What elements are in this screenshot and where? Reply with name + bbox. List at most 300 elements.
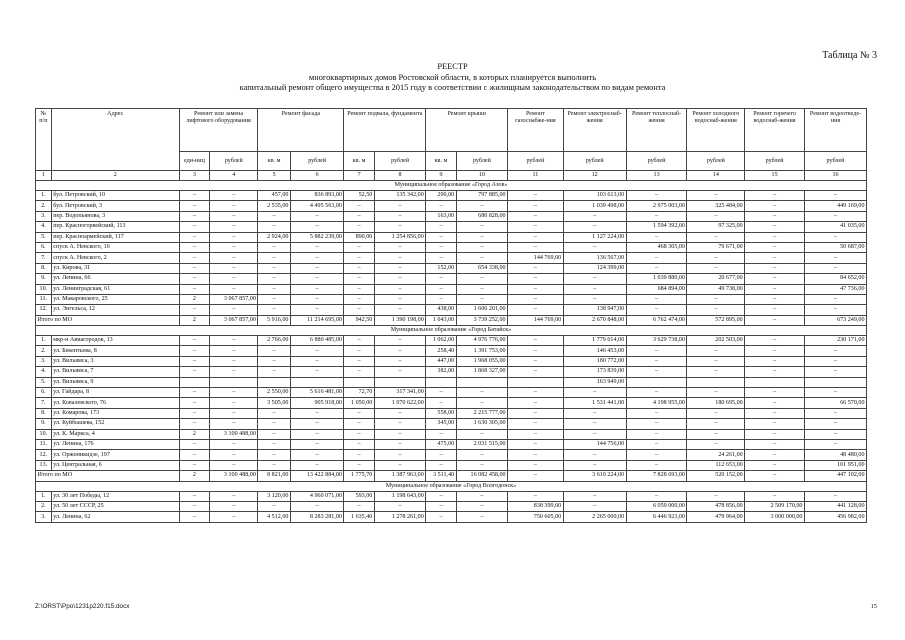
value-cell: –: [745, 419, 805, 429]
value-cell: –: [745, 211, 805, 221]
row-number: 5.: [36, 232, 52, 242]
total-value: 3 067 857,00: [210, 315, 258, 325]
value-cell: –: [210, 419, 258, 429]
value-cell: –: [290, 242, 344, 252]
value-cell: –: [426, 450, 456, 460]
value-cell: –: [687, 429, 745, 439]
value-cell: 475,00: [426, 439, 456, 449]
value-cell: –: [745, 356, 805, 366]
row-number: 8.: [36, 263, 52, 273]
value-cell: –: [344, 429, 374, 439]
title-line: капитальный ремонт общего имущества в 2015 году в соответствии с жилищным законодательством по видам ремонта: [239, 83, 666, 93]
value-cell: –: [626, 491, 687, 501]
row-number: 3.: [36, 512, 52, 522]
value-cell: –: [687, 232, 745, 242]
value-cell: 258,40: [426, 346, 456, 356]
header-elevator: Ремонт или замена лифтового оборудования: [179, 109, 258, 152]
value-cell: 50 687,00: [804, 242, 866, 252]
column-number: 4: [210, 171, 258, 181]
value-cell: 684 894,00: [626, 284, 687, 294]
row-number: 10.: [36, 429, 52, 439]
value-cell: 6 880 485,00: [290, 336, 344, 346]
row-number: 6.: [36, 242, 52, 252]
address-cell: ул. Центральная, 6: [51, 460, 179, 470]
value-cell: –: [687, 419, 745, 429]
value-cell: –: [456, 460, 507, 470]
value-cell: –: [210, 398, 258, 408]
value-cell: –: [290, 356, 344, 366]
value-cell: –: [374, 242, 425, 252]
value-cell: –: [687, 263, 745, 273]
table-row: [36, 356, 867, 366]
header-hotwater: Ремонт горячего водоснаб-жения: [745, 109, 805, 152]
value-cell: –: [179, 367, 209, 377]
value-cell: –: [210, 274, 258, 284]
value-cell: –: [290, 274, 344, 284]
value-cell: 449 169,00: [804, 201, 866, 211]
value-cell: –: [563, 501, 626, 511]
unit-header: рублей: [374, 152, 425, 171]
value-cell: –: [456, 242, 507, 252]
value-cell: 6 059 000,00: [626, 501, 687, 511]
value-cell: 180 772,00: [563, 356, 626, 366]
value-cell: –: [374, 305, 425, 315]
value-cell: 325 484,00: [687, 201, 745, 211]
value-cell: –: [456, 201, 507, 211]
value-cell: –: [258, 294, 291, 304]
total-row: [36, 315, 867, 325]
row-number: 9.: [36, 274, 52, 284]
value-cell: –: [508, 336, 564, 346]
section-header-row: [36, 481, 867, 491]
value-cell: 382,00: [426, 367, 456, 377]
value-cell: 2 031 515,00: [456, 439, 507, 449]
value-cell: –: [179, 336, 209, 346]
value-cell: –: [804, 253, 866, 263]
value-cell: –: [745, 284, 805, 294]
value-cell: –: [179, 419, 209, 429]
value-cell: –: [745, 429, 805, 439]
value-cell: –: [374, 294, 425, 304]
row-number: 4.: [36, 367, 52, 377]
value-cell: –: [344, 356, 374, 366]
value-cell: 1 391 753,00: [456, 346, 507, 356]
value-cell: 345,00: [426, 419, 456, 429]
value-cell: –: [456, 232, 507, 242]
table-row: [36, 305, 867, 315]
address-cell: бул. Петровский, 10: [51, 191, 179, 201]
value-cell: –: [258, 460, 291, 470]
value-cell: –: [426, 460, 456, 470]
value-cell: –: [210, 491, 258, 501]
value-cell: –: [210, 512, 258, 522]
total-value: 3 100 488,00: [210, 471, 258, 481]
header-gas: Ремонт газоснабже-ния: [508, 109, 564, 152]
column-number: 5: [258, 171, 291, 181]
table-row: [36, 253, 867, 263]
value-cell: 24 261,00: [687, 450, 745, 460]
value-cell: –: [344, 222, 374, 232]
value-cell: 1 039 880,00: [626, 274, 687, 284]
section-header-row: [36, 181, 867, 191]
value-cell: –: [210, 346, 258, 356]
value-cell: [626, 377, 687, 387]
value-cell: –: [179, 253, 209, 263]
value-cell: 173 839,00: [563, 367, 626, 377]
value-cell: –: [210, 191, 258, 201]
row-number: 8.: [36, 408, 52, 418]
value-cell: –: [344, 211, 374, 221]
table-row: [36, 388, 867, 398]
value-cell: 1 278 261,00: [374, 512, 425, 522]
value-cell: –: [804, 367, 866, 377]
value-cell: –: [179, 356, 209, 366]
value-cell: –: [258, 211, 291, 221]
value-cell: –: [626, 429, 687, 439]
value-cell: –: [456, 512, 507, 522]
value-cell: –: [687, 346, 745, 356]
table-row: [36, 284, 867, 294]
value-cell: –: [426, 232, 456, 242]
value-cell: –: [426, 491, 456, 501]
value-cell: 48 480,00: [804, 450, 866, 460]
row-number: 7.: [36, 398, 52, 408]
row-number: 3.: [36, 356, 52, 366]
value-cell: [374, 377, 425, 387]
value-cell: –: [374, 501, 425, 511]
value-cell: –: [179, 439, 209, 449]
register-table: [35, 108, 867, 523]
table-row: [36, 512, 867, 522]
value-cell: 230 171,00: [804, 336, 866, 346]
value-cell: –: [508, 429, 564, 439]
table-row: [36, 263, 867, 273]
value-cell: –: [179, 408, 209, 418]
value-cell: –: [290, 429, 344, 439]
value-cell: –: [290, 263, 344, 273]
value-cell: –: [508, 222, 564, 232]
value-cell: 97 325,00: [687, 222, 745, 232]
row-number: 13.: [36, 460, 52, 470]
value-cell: 750 605,00: [508, 512, 564, 522]
total-value: 447 102,00: [804, 471, 866, 481]
value-cell: –: [626, 388, 687, 398]
value-cell: [804, 377, 866, 387]
total-value: 13 422 884,00: [290, 471, 344, 481]
value-cell: –: [508, 263, 564, 273]
address-cell: ул. Ленина, 62: [51, 512, 179, 522]
value-cell: –: [745, 294, 805, 304]
total-label: Итого по МО: [36, 315, 180, 325]
value-cell: 1 198 643,00: [374, 491, 425, 501]
value-cell: –: [508, 398, 564, 408]
row-number: 4.: [36, 222, 52, 232]
value-cell: –: [374, 346, 425, 356]
value-cell: 2 924,00: [258, 232, 291, 242]
value-cell: –: [508, 491, 564, 501]
value-cell: –: [626, 305, 687, 315]
value-cell: –: [745, 367, 805, 377]
file-path-footer: Z:\ORST\Ppo\1231p220.f15.docx: [35, 603, 130, 610]
column-number: 7: [344, 171, 374, 181]
value-cell: 2: [179, 294, 209, 304]
unit-header: рублей: [626, 152, 687, 171]
address-cell: ул. Бекентьева, 8: [51, 346, 179, 356]
unit-header: рублей: [804, 152, 866, 171]
total-value: 5 916,00: [258, 315, 291, 325]
value-cell: –: [179, 274, 209, 284]
value-cell: –: [290, 222, 344, 232]
value-cell: [745, 377, 805, 387]
table-row: [36, 336, 867, 346]
value-cell: –: [745, 491, 805, 501]
value-cell: 1 039 498,00: [563, 201, 626, 211]
header-sewer: Ремонт водоотведе-ния: [804, 109, 866, 152]
value-cell: –: [344, 336, 374, 346]
address-cell: ул. Вильямса, 3: [51, 356, 179, 366]
value-cell: –: [745, 336, 805, 346]
value-cell: [456, 377, 507, 387]
value-cell: –: [210, 305, 258, 315]
value-cell: –: [804, 491, 866, 501]
value-cell: 456 982,00: [804, 512, 866, 522]
value-cell: –: [344, 419, 374, 429]
section-title: Муниципальное образование «Город Волгодонск»: [36, 481, 867, 491]
value-cell: 20 677,00: [687, 274, 745, 284]
value-cell: –: [563, 408, 626, 418]
table-row: [36, 232, 867, 242]
value-cell: –: [456, 284, 507, 294]
value-cell: 2 215 777,00: [456, 408, 507, 418]
value-cell: –: [258, 346, 291, 356]
address-cell: ул. Гайдара, 8: [51, 388, 179, 398]
value-cell: [179, 377, 209, 387]
value-cell: –: [179, 450, 209, 460]
value-cell: –: [426, 294, 456, 304]
value-cell: 112 653,00: [687, 460, 745, 470]
value-cell: 1 254 856,00: [374, 232, 425, 242]
total-value: 2: [179, 471, 209, 481]
value-cell: 135 342,00: [374, 191, 425, 201]
header-heat: Ремонт теплоснаб-жения: [626, 109, 687, 152]
value-cell: –: [210, 501, 258, 511]
value-cell: –: [745, 201, 805, 211]
value-cell: 146 453,00: [563, 346, 626, 356]
value-cell: –: [508, 408, 564, 418]
unit-header: кв. м: [426, 152, 456, 171]
value-cell: 680 828,00: [456, 211, 507, 221]
address-cell: ул. Вильямса, 9: [51, 377, 179, 387]
value-cell: [426, 377, 456, 387]
value-cell: 1 968 055,00: [456, 356, 507, 366]
table-row: [36, 439, 867, 449]
value-cell: –: [210, 388, 258, 398]
value-cell: –: [290, 501, 344, 511]
value-cell: –: [258, 274, 291, 284]
table-row: [36, 377, 867, 387]
value-cell: –: [456, 253, 507, 263]
header-coldwater: Ремонт холодного водоснаб-жения: [687, 109, 745, 152]
address-cell: ул. Кирова, 31: [51, 263, 179, 273]
value-cell: –: [626, 294, 687, 304]
address-cell: ул. Ленинградская, 61: [51, 284, 179, 294]
value-cell: –: [626, 450, 687, 460]
header-electric: Ремонт электроснаб-жения: [563, 109, 626, 152]
row-number: 11.: [36, 439, 52, 449]
value-cell: 8 283 281,00: [290, 512, 344, 522]
address-cell: ул. 50 лет СССР, 25: [51, 501, 179, 511]
value-cell: –: [456, 501, 507, 511]
table-row: [36, 408, 867, 418]
value-cell: –: [745, 346, 805, 356]
value-cell: –: [626, 408, 687, 418]
value-cell: –: [258, 253, 291, 263]
value-cell: [210, 377, 258, 387]
value-cell: –: [210, 450, 258, 460]
total-value: 673 249,00: [804, 315, 866, 325]
section-title: Муниципальное образование «Город Азов»: [36, 181, 867, 191]
value-cell: –: [179, 191, 209, 201]
value-cell: –: [804, 232, 866, 242]
address-cell: бул. Петровский, 3: [51, 201, 179, 211]
total-value: –: [508, 471, 564, 481]
value-cell: –: [210, 222, 258, 232]
value-cell: –: [210, 263, 258, 273]
value-cell: –: [687, 491, 745, 501]
value-cell: –: [344, 242, 374, 252]
row-number: 3.: [36, 211, 52, 221]
value-cell: –: [258, 263, 291, 273]
address-cell: ул. Ленина, 176: [51, 439, 179, 449]
value-cell: –: [804, 419, 866, 429]
value-cell: –: [687, 388, 745, 398]
value-cell: –: [508, 450, 564, 460]
table-row: [36, 211, 867, 221]
section-title: Муниципальное образование «Город Батайск»: [36, 326, 867, 336]
value-cell: 49 738,00: [687, 284, 745, 294]
value-cell: –: [508, 242, 564, 252]
value-cell: –: [210, 211, 258, 221]
value-cell: 1 127 224,00: [563, 232, 626, 242]
value-cell: 138 947,00: [563, 305, 626, 315]
header-roof: Ремонт крыши: [426, 109, 508, 152]
value-cell: 144 769,00: [508, 253, 564, 263]
value-cell: –: [426, 201, 456, 211]
value-cell: –: [687, 211, 745, 221]
value-cell: –: [426, 242, 456, 252]
value-cell: –: [804, 305, 866, 315]
table-row: [36, 294, 867, 304]
value-cell: –: [804, 388, 866, 398]
value-cell: –: [344, 274, 374, 284]
value-cell: –: [745, 398, 805, 408]
address-cell: спуск А. Невского, 2: [51, 253, 179, 263]
address-cell: ул. К. Маркса, 4: [51, 429, 179, 439]
value-cell: –: [290, 346, 344, 356]
value-cell: 3 067 857,00: [210, 294, 258, 304]
value-cell: –: [258, 356, 291, 366]
value-cell: –: [290, 294, 344, 304]
value-cell: –: [258, 501, 291, 511]
value-cell: –: [426, 429, 456, 439]
row-number: 10.: [36, 284, 52, 294]
value-cell: –: [344, 201, 374, 211]
value-cell: –: [508, 284, 564, 294]
address-cell: ул. Куйбышева, 152: [51, 419, 179, 429]
value-cell: –: [426, 501, 456, 511]
value-cell: –: [687, 356, 745, 366]
table-row: [36, 346, 867, 356]
value-cell: 1 062,00: [426, 336, 456, 346]
table-row: [36, 191, 867, 201]
header-basement: Ремонт подвала, фундамента: [344, 109, 426, 152]
total-value: –: [745, 315, 805, 325]
value-cell: –: [456, 491, 507, 501]
value-cell: 468 305,00: [626, 242, 687, 252]
value-cell: –: [563, 450, 626, 460]
value-cell: 3 505,00: [258, 398, 291, 408]
value-cell: –: [374, 450, 425, 460]
value-cell: 2 975 003,00: [626, 201, 687, 211]
value-cell: –: [745, 191, 805, 201]
value-cell: –: [426, 274, 456, 284]
value-cell: 2 265 000,00: [563, 512, 626, 522]
value-cell: –: [344, 346, 374, 356]
value-cell: 79 671,00: [687, 242, 745, 252]
value-cell: –: [179, 211, 209, 221]
column-number: 1: [36, 171, 52, 181]
column-number: 3: [179, 171, 209, 181]
value-cell: –: [290, 305, 344, 315]
value-cell: –: [508, 419, 564, 429]
value-cell: –: [426, 222, 456, 232]
value-cell: 4 198 955,00: [626, 398, 687, 408]
value-cell: –: [290, 450, 344, 460]
value-cell: 1 070 622,00: [374, 398, 425, 408]
column-number: 8: [374, 171, 425, 181]
value-cell: –: [626, 419, 687, 429]
address-cell: спуск А. Невского, 16: [51, 242, 179, 252]
value-cell: [344, 377, 374, 387]
table-number-label: Таблица № 3: [822, 50, 877, 61]
value-cell: 3 000 000,00: [745, 512, 805, 522]
value-cell: –: [210, 356, 258, 366]
value-cell: –: [258, 419, 291, 429]
value-cell: –: [179, 460, 209, 470]
value-cell: –: [563, 274, 626, 284]
address-cell: ул. Ковалевского, 76: [51, 398, 179, 408]
address-cell: пер. Красногорвейский, 113: [51, 222, 179, 232]
total-value: 1 390 198,00: [374, 315, 425, 325]
value-cell: 202 503,00: [687, 336, 745, 346]
value-cell: –: [426, 512, 456, 522]
value-cell: –: [687, 191, 745, 201]
value-cell: –: [745, 232, 805, 242]
value-cell: 478 856,00: [687, 501, 745, 511]
value-cell: –: [344, 450, 374, 460]
value-cell: –: [508, 294, 564, 304]
value-cell: 1 779 014,00: [563, 336, 626, 346]
column-number: 13: [626, 171, 687, 181]
value-cell: –: [626, 263, 687, 273]
value-cell: [290, 377, 344, 387]
unit-header: кв. м: [258, 152, 291, 171]
value-cell: –: [374, 336, 425, 346]
value-cell: 479 964,00: [687, 512, 745, 522]
value-cell: –: [745, 222, 805, 232]
value-cell: –: [290, 253, 344, 263]
value-cell: –: [258, 429, 291, 439]
